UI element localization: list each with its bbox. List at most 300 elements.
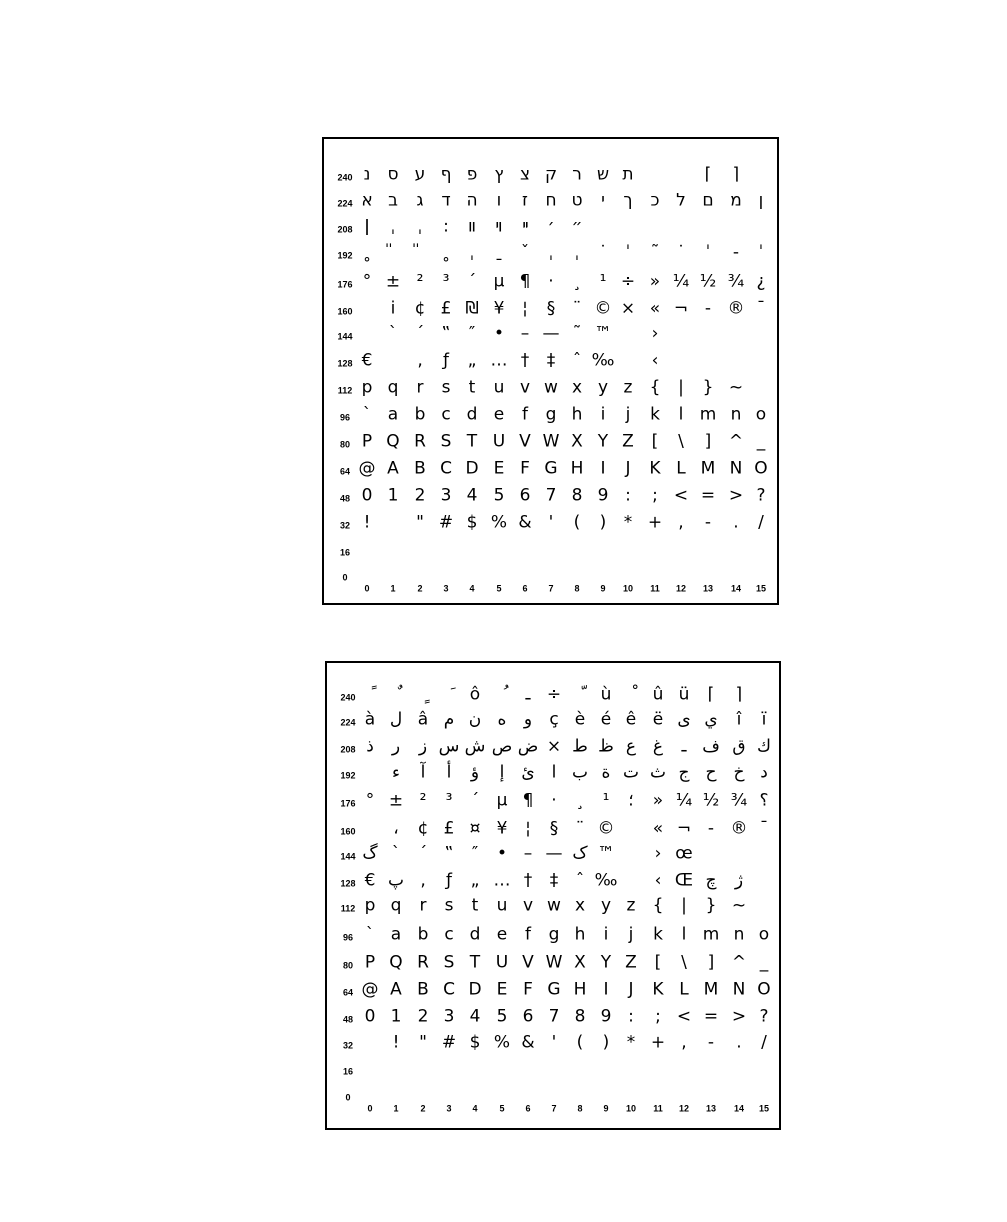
glyph-cell: ⌈ <box>707 684 715 705</box>
row-label: 144 <box>337 331 353 342</box>
glyph-cell: ¶ <box>519 271 531 292</box>
glyph-cell: g <box>548 924 560 945</box>
column-label: 1 <box>390 583 396 594</box>
glyph-cell: [ <box>651 431 659 452</box>
glyph-cell: A <box>387 458 399 479</box>
glyph-cell: $ <box>466 512 478 533</box>
glyph-cell: / <box>761 1032 767 1053</box>
glyph-cell: y <box>600 895 612 916</box>
glyph-cell: k <box>653 924 663 945</box>
glyph-cell: V <box>519 431 531 452</box>
glyph-cell: ǀ <box>364 216 370 237</box>
glyph-cell: י <box>601 190 605 211</box>
glyph-cell: إ <box>499 762 505 783</box>
glyph-cell: x <box>571 377 583 398</box>
glyph-cell: ؤ <box>470 762 480 783</box>
glyph-cell: y <box>597 377 609 398</box>
glyph-cell: E <box>496 979 508 1000</box>
glyph-cell: ~ <box>728 377 744 398</box>
row-label: 176 <box>337 279 353 290</box>
glyph-cell: 7 <box>548 1006 560 1027</box>
glyph-cell: ˌ <box>417 216 423 237</box>
glyph-cell: L <box>676 458 686 479</box>
glyph-cell: ‹ <box>654 870 662 891</box>
glyph-cell: b <box>417 924 429 945</box>
glyph-cell: ₪ <box>465 298 479 319</box>
glyph-cell: ˍ <box>494 242 504 263</box>
glyph-cell: ذ <box>366 736 374 757</box>
row-label: 64 <box>342 987 354 998</box>
glyph-cell: > <box>728 485 744 506</box>
glyph-cell: « <box>649 298 661 319</box>
glyph-cell: و <box>523 709 533 730</box>
glyph-cell: ح <box>705 762 717 783</box>
glyph-cell: : <box>443 216 449 237</box>
glyph-cell: + <box>647 512 663 533</box>
glyph-cell: î <box>736 709 742 730</box>
glyph-cell: ) <box>602 1032 610 1053</box>
glyph-cell: \ <box>681 952 687 973</box>
column-label: 2 <box>417 583 423 594</box>
glyph-cell: H <box>570 458 584 479</box>
glyph-cell: أ <box>446 762 452 783</box>
glyph-cell: G <box>547 979 561 1000</box>
glyph-cell: - <box>707 818 715 839</box>
glyph-cell: ץ <box>494 164 504 185</box>
glyph-cell: § <box>549 818 559 839</box>
glyph-cell: µ <box>493 271 505 292</box>
glyph-cell: ˜ <box>650 242 660 263</box>
glyph-cell: w <box>547 895 561 916</box>
column-label: 5 <box>499 1103 505 1114</box>
glyph-cell: l <box>678 404 684 425</box>
glyph-cell: n <box>733 924 745 945</box>
glyph-cell: ˈ <box>625 242 631 263</box>
column-label: 11 <box>650 583 660 594</box>
glyph-cell: # <box>438 512 454 533</box>
glyph-cell: — <box>545 843 563 864</box>
glyph-cell: ˌ <box>574 242 580 263</box>
column-label: 8 <box>577 1103 583 1114</box>
glyph-cell: p <box>364 895 376 916</box>
glyph-cell: ם <box>702 190 714 211</box>
glyph-cell: < <box>676 1006 692 1027</box>
glyph-cell: ; <box>655 1006 661 1027</box>
column-label: 0 <box>364 583 370 594</box>
glyph-cell: P <box>364 952 376 973</box>
glyph-cell: û <box>652 684 664 705</box>
glyph-cell: % <box>493 1032 511 1053</box>
glyph-cell: d <box>466 404 478 425</box>
glyph-cell: ´ <box>467 271 477 292</box>
glyph-cell: ׳ <box>547 216 555 237</box>
glyph-cell: ; <box>652 485 658 506</box>
glyph-cell: 0 <box>361 485 373 506</box>
column-label: 1 <box>393 1103 399 1114</box>
glyph-cell: T <box>469 952 481 973</box>
glyph-cell: ב <box>388 190 398 211</box>
glyph-cell: t <box>468 377 476 398</box>
row-label: 224 <box>340 717 356 728</box>
glyph-cell: ‰ <box>591 350 615 371</box>
glyph-cell: ¶ <box>522 790 534 811</box>
column-label: 5 <box>496 583 502 594</box>
column-label: 12 <box>678 1103 690 1114</box>
column-label: 3 <box>446 1103 452 1114</box>
glyph-cell: ´ <box>418 843 428 864</box>
glyph-cell: ג <box>416 190 424 211</box>
glyph-cell: ÷ <box>546 684 562 705</box>
glyph-cell: O <box>754 458 768 479</box>
glyph-cell: ± <box>388 790 404 811</box>
glyph-cell: ‰ <box>594 870 618 891</box>
glyph-cell: M <box>703 979 719 1000</box>
glyph-cell: ا <box>551 762 557 783</box>
glyph-cell: 1 <box>390 1006 402 1027</box>
glyph-cell: Z <box>625 952 637 973</box>
glyph-cell: ˇ <box>520 242 530 263</box>
glyph-cell: ! <box>392 1032 400 1053</box>
glyph-cell: „ <box>470 870 480 891</box>
glyph-cell: - <box>704 512 712 533</box>
glyph-cell: ï <box>761 709 767 730</box>
glyph-cell: € <box>361 350 373 371</box>
glyph-cell: „ <box>467 350 477 371</box>
glyph-cell: ü <box>678 684 690 705</box>
column-label: 0 <box>367 1103 373 1114</box>
glyph-cell: o <box>755 404 767 425</box>
glyph-cell: { <box>649 377 661 398</box>
glyph-cell: § <box>546 298 556 319</box>
glyph-cell: خ <box>733 762 745 783</box>
row-label: 208 <box>337 224 353 235</box>
glyph-cell: _ <box>759 952 769 973</box>
glyph-cell: 8 <box>574 1006 586 1027</box>
glyph-cell: t <box>471 895 479 916</box>
glyph-cell: ² <box>419 790 427 811</box>
row-label: 64 <box>339 466 351 477</box>
glyph-cell: F <box>520 458 530 479</box>
glyph-cell: \ <box>678 431 684 452</box>
codepage-table-arabic <box>325 661 781 1130</box>
column-label: 15 <box>755 583 767 594</box>
glyph-cell: W <box>542 431 560 452</box>
glyph-cell: ¥ <box>493 298 505 319</box>
glyph-cell: V <box>522 952 534 973</box>
glyph-cell: Q <box>386 431 400 452</box>
glyph-cell: S <box>443 952 455 973</box>
glyph-cell: ¢ <box>417 818 429 839</box>
glyph-cell: I <box>600 458 606 479</box>
glyph-cell: K <box>649 458 661 479</box>
row-label: 240 <box>337 172 353 183</box>
row-label: 16 <box>339 547 351 558</box>
row-label: 32 <box>339 520 351 531</box>
row-label: 0 <box>342 572 348 583</box>
column-label: 10 <box>622 583 634 594</box>
glyph-cell: ‚ <box>420 870 426 891</box>
glyph-cell: = <box>700 485 716 506</box>
glyph-cell: B <box>414 458 426 479</box>
glyph-cell: M <box>700 458 716 479</box>
glyph-cell: • <box>496 843 508 864</box>
glyph-cell: › <box>654 843 662 864</box>
glyph-cell: ( <box>576 1032 584 1053</box>
glyph-cell: ף <box>440 164 452 185</box>
row-label: 48 <box>342 1014 354 1025</box>
glyph-cell: + <box>650 1032 666 1053</box>
glyph-cell: B <box>417 979 429 1000</box>
glyph-cell: è <box>574 709 586 730</box>
glyph-cell: ¥ <box>496 818 508 839</box>
glyph-cell: 8 <box>571 485 583 506</box>
glyph-cell: ` <box>388 323 398 344</box>
glyph-cell: 3 <box>443 1006 455 1027</box>
glyph-cell: ک <box>572 843 588 864</box>
row-label: 96 <box>339 412 351 423</box>
glyph-cell: ´ <box>415 323 425 344</box>
glyph-cell: ù <box>600 684 612 705</box>
row-label: 0 <box>345 1092 351 1103</box>
column-label: 4 <box>469 583 475 594</box>
glyph-cell: i <box>390 298 396 319</box>
glyph-cell: " <box>419 1032 427 1053</box>
glyph-cell: v <box>519 377 531 398</box>
row-label: 144 <box>340 851 356 862</box>
glyph-cell: ـ <box>525 684 531 705</box>
glyph-cell: ¸ <box>575 790 585 811</box>
glyph-cell: ⌉ <box>732 164 740 185</box>
glyph-cell: D <box>465 458 479 479</box>
glyph-cell: J <box>628 979 634 1000</box>
glyph-cell: b <box>414 404 426 425</box>
glyph-cell: ژ <box>734 870 744 891</box>
glyph-cell: ( <box>573 512 581 533</box>
glyph-cell: D <box>468 979 482 1000</box>
glyph-cell: s <box>444 895 454 916</box>
glyph-cell: › <box>651 323 659 344</box>
glyph-cell: ע <box>414 164 426 185</box>
glyph-cell: â <box>417 709 429 730</box>
glyph-cell: · <box>548 271 554 292</box>
glyph-cell: ‟ <box>444 843 454 864</box>
glyph-cell: œ <box>675 843 693 864</box>
glyph-cell: ˆ <box>575 870 585 891</box>
glyph-cell: ˈ <box>758 242 764 263</box>
glyph-cell: l <box>681 924 687 945</box>
glyph-cell: = <box>703 1006 719 1027</box>
glyph-cell: X <box>571 431 583 452</box>
glyph-cell: > <box>731 1006 747 1027</box>
glyph-cell: d <box>469 924 481 945</box>
glyph-cell: ³ <box>442 271 450 292</box>
column-label: 13 <box>705 1103 717 1114</box>
glyph-cell: , <box>681 1032 687 1053</box>
glyph-cell: £ <box>440 298 452 319</box>
glyph-cell: - <box>704 298 712 319</box>
glyph-cell: q <box>390 895 402 916</box>
glyph-cell: ˌ <box>390 216 396 237</box>
glyph-cell: 0 <box>364 1006 376 1027</box>
glyph-cell: ? <box>756 485 766 506</box>
glyph-cell: » <box>652 790 664 811</box>
row-label: 80 <box>342 960 354 971</box>
glyph-cell: ˙ <box>676 242 686 263</box>
glyph-cell: ج <box>678 762 690 783</box>
glyph-cell: 2 <box>417 1006 429 1027</box>
glyph-cell: [ <box>654 952 662 973</box>
glyph-cell: $ <box>469 1032 481 1053</box>
glyph-cell: J <box>625 458 631 479</box>
glyph-cell: ف <box>702 736 720 757</box>
row-label: 192 <box>337 250 353 261</box>
glyph-cell: ¨ <box>575 818 585 839</box>
glyph-cell: ™ <box>597 843 615 864</box>
glyph-cell: Q <box>389 952 403 973</box>
glyph-cell: ` <box>391 843 401 864</box>
glyph-cell: ، <box>393 818 399 839</box>
glyph-cell: ق <box>732 736 746 757</box>
glyph-cell: C <box>440 458 452 479</box>
glyph-cell: ¨ <box>572 298 582 319</box>
glyph-cell: ط <box>572 736 588 757</box>
row-label: 112 <box>340 903 356 914</box>
glyph-cell: 3 <box>440 485 452 506</box>
glyph-cell: 9 <box>600 1006 612 1027</box>
glyph-cell: ד <box>441 190 451 211</box>
glyph-cell: : <box>628 1006 634 1027</box>
glyph-cell: ) <box>599 512 607 533</box>
glyph-cell: . <box>736 1032 742 1053</box>
glyph-cell: ¼ <box>672 271 690 292</box>
column-label: 4 <box>472 1103 478 1114</box>
column-label: 8 <box>574 583 580 594</box>
glyph-cell: © <box>597 818 615 839</box>
glyph-cell: u <box>496 895 508 916</box>
glyph-cell: ר <box>572 164 582 185</box>
glyph-cell: ‡ <box>546 350 556 371</box>
glyph-cell: ش <box>464 736 486 757</box>
glyph-cell: ‎⌈ <box>704 164 712 185</box>
glyph-cell: T <box>466 431 478 452</box>
glyph-cell: … <box>490 350 508 371</box>
glyph-cell: ^ <box>728 431 744 452</box>
glyph-cell: E <box>493 458 505 479</box>
glyph-cell: ½ <box>699 271 717 292</box>
glyph-cell: r <box>416 377 424 398</box>
glyph-cell: א <box>361 190 373 211</box>
glyph-cell: ″ <box>471 843 479 864</box>
glyph-cell: ° <box>365 790 375 811</box>
glyph-cell: ¾ <box>727 271 745 292</box>
glyph-cell: ` <box>365 924 375 945</box>
column-label: 2 <box>420 1103 426 1114</box>
glyph-cell: ç <box>549 709 559 730</box>
glyph-cell: f <box>525 924 531 945</box>
glyph-cell: k <box>650 404 660 425</box>
glyph-cell: ו <box>496 190 502 211</box>
column-label: 12 <box>675 583 687 594</box>
row-label: 112 <box>337 385 353 396</box>
glyph-cell: ל <box>676 190 686 211</box>
glyph-cell: ك <box>756 736 772 757</box>
glyph-cell: u <box>493 377 505 398</box>
glyph-cell: j <box>628 924 634 945</box>
glyph-cell: R <box>417 952 429 973</box>
glyph-cell: r <box>419 895 427 916</box>
row-label: 96 <box>342 932 354 943</box>
glyph-cell: מ <box>730 190 742 211</box>
glyph-cell: ' <box>551 1032 557 1053</box>
glyph-cell: צ <box>519 164 531 185</box>
glyph-cell: د <box>760 762 768 783</box>
glyph-cell: ' <box>548 512 554 533</box>
glyph-cell: 4 <box>466 485 478 506</box>
glyph-cell: ـ <box>681 736 687 757</box>
glyph-cell: w <box>544 377 558 398</box>
glyph-cell: 4 <box>469 1006 481 1027</box>
glyph-cell: j <box>625 404 631 425</box>
glyph-cell: ى <box>677 709 691 730</box>
glyph-cell: x <box>574 895 586 916</box>
glyph-cell: م <box>443 709 455 730</box>
glyph-cell: ‟ <box>441 323 451 344</box>
row-label: 16 <box>342 1066 354 1077</box>
glyph-cell: غ <box>652 736 664 757</box>
glyph-cell: נ <box>363 164 371 185</box>
glyph-cell: ˳ <box>362 242 372 263</box>
glyph-cell: Z <box>622 431 634 452</box>
glyph-cell: ¹ <box>602 790 610 811</box>
glyph-cell: × <box>546 736 562 757</box>
glyph-cell: ˳ <box>441 242 451 263</box>
column-label: 6 <box>525 1103 531 1114</box>
glyph-cell: } <box>702 377 714 398</box>
glyph-cell: & <box>521 1032 535 1053</box>
glyph-cell: G <box>544 458 558 479</box>
glyph-cell: £ <box>443 818 455 839</box>
glyph-cell: p <box>361 377 373 398</box>
column-label: 7 <box>551 1103 557 1114</box>
row-label: 192 <box>340 770 356 781</box>
glyph-cell: @ <box>361 979 379 1000</box>
row-label: 176 <box>340 798 356 809</box>
glyph-cell: H <box>573 979 587 1000</box>
glyph-cell: ئ <box>521 762 535 783</box>
glyph-cell: Œ <box>674 870 694 891</box>
glyph-cell: { <box>652 895 664 916</box>
glyph-cell: … <box>493 870 511 891</box>
glyph-cell: » <box>649 271 661 292</box>
glyph-cell: آ <box>420 762 426 783</box>
glyph-cell: @ <box>358 458 376 479</box>
glyph-cell: – <box>523 843 533 864</box>
glyph-cell: P <box>361 431 373 452</box>
row-label: 160 <box>340 826 356 837</box>
glyph-cell: ´ <box>470 790 480 811</box>
glyph-cell: ¸ <box>572 271 582 292</box>
column-label: 6 <box>522 583 528 594</box>
glyph-cell: ˙ <box>598 242 608 263</box>
glyph-cell: _ <box>756 431 766 452</box>
glyph-cell: ¬ <box>676 818 692 839</box>
glyph-cell: ¼ <box>675 790 693 811</box>
glyph-cell: i <box>600 404 606 425</box>
glyph-cell: # <box>441 1032 457 1053</box>
glyph-cell: . <box>733 512 739 533</box>
glyph-cell: ¹ <box>599 271 607 292</box>
glyph-cell: g <box>545 404 557 425</box>
